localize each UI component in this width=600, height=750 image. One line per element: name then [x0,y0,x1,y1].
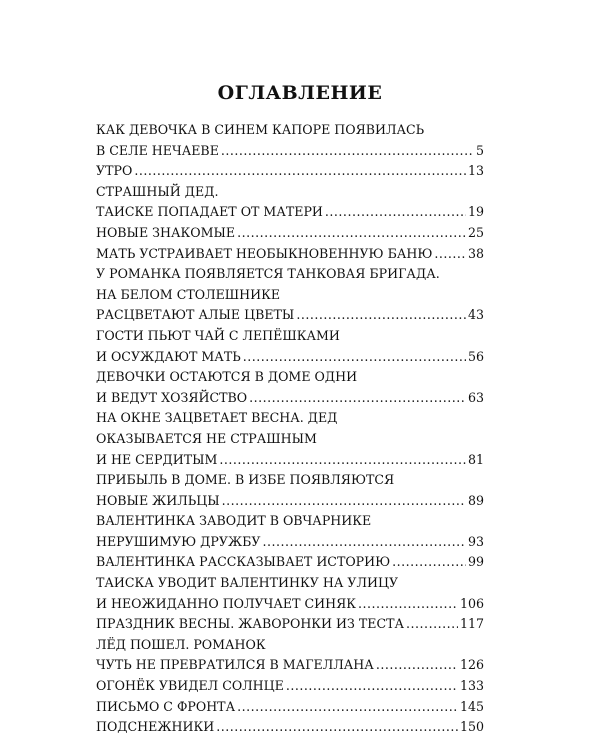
toc-entry-continued [96,470,484,491]
toc-page-number: 5 [475,142,484,158]
table-of-contents [96,120,484,738]
toc-entry-title: ВАЛЕНТИНКА ЗАВОДИТ В ОВЧАРНИКЕ [96,513,372,529]
dot-leader [216,717,458,738]
toc-page-number: 81 [467,451,484,467]
toc-entry [96,655,484,676]
toc-entry-continued [96,264,484,285]
toc-entry-title: МАТЬ УСТРАИВАЕТ НЕОБЫКНОВЕННУЮ БАНЮ [96,245,433,261]
toc-entry [96,347,484,368]
toc-entry-continued [96,285,484,306]
dot-leader [406,614,458,635]
toc-entry-title: РАСЦВЕТАЮТ АЛЫЕ ЦВЕТЫ [96,307,295,323]
dot-leader [243,347,466,368]
dot-leader [221,141,474,162]
toc-page-number: 56 [467,348,484,364]
toc-page-number: 13 [467,163,484,179]
toc-entry-title: КАК ДЕВОЧКА В СИНЕМ КАПОРЕ ПОЯВИЛАСЬ [96,122,425,137]
toc-entry [96,552,484,573]
dot-leader [222,491,466,512]
dot-leader [358,594,458,615]
dot-leader [325,202,466,223]
dot-leader [249,388,466,409]
dot-leader [237,223,466,244]
toc-entry [96,161,484,182]
toc-entry-title: И ВЕДУТ ХОЗЯЙСТВО [96,389,248,405]
toc-page-number: 99 [467,554,484,570]
toc-entry-title: НЕРУШИМУЮ ДРУЖБУ [96,533,261,549]
toc-page-number: 93 [467,533,484,549]
toc-entry-title: НОВЫЕ ЖИЛЬЦЫ [96,492,220,508]
toc-entry-continued [96,182,484,203]
dot-leader [434,244,466,265]
toc-entry [96,697,484,718]
toc-page-number: 25 [467,224,484,240]
toc-entry-title: НА БЕЛОМ СТОЛЕШНИКЕ [96,286,281,302]
toc-entry-title: ТАИСКЕ ПОПАДАЕТ ОТ МАТЕРИ [96,204,323,220]
toc-entry-continued [96,429,484,450]
toc-entry-title: И НЕ СЕРДИТЫМ [96,451,218,467]
toc-page-number: 63 [467,389,484,405]
toc-page-number: 106 [459,595,484,611]
toc-entry-title: ВАЛЕНТИНКА РАССКАЗЫВАЕТ ИСТОРИЮ [96,554,391,570]
toc-entry-title: ГОСТИ ПЬЮТ ЧАЙ С ЛЕПЁШКАМИ [96,327,340,343]
toc-page-number: 126 [459,657,484,673]
dot-leader [219,450,466,471]
toc-entry [96,717,484,738]
dot-leader [392,552,466,573]
dot-leader [376,655,458,676]
page-title: ОГЛАВЛЕНИЕ [217,82,383,104]
toc-entry-continued [96,120,484,141]
toc-entry [96,614,484,635]
toc-entry-continued [96,326,484,347]
toc-page-number: 117 [459,616,484,632]
dot-leader [134,161,466,182]
toc-entry-title: НА ОКНЕ ЗАЦВЕТАЕТ ВЕСНА. ДЕД [96,410,338,426]
toc-entry-continued [96,635,484,656]
toc-entry-title: У РОМАНКА ПОЯВЛЯЕТСЯ ТАНКОВАЯ БРИГАДА. [96,266,440,282]
toc-entry-title: И ОСУЖДАЮТ МАТЬ [96,348,241,364]
toc-entry-continued [96,511,484,532]
toc-page-number: 19 [467,204,484,220]
toc-entry [96,223,484,244]
toc-entry-title: ЛЁД ПОШЕЛ. РОМАНОК [96,636,266,652]
toc-entry-continued [96,367,484,388]
toc-entry [96,388,484,409]
toc-entry-title: ОКАЗЫВАЕТСЯ НЕ СТРАШНЫМ [96,430,317,446]
toc-entry-title: ПРИБЫЛЬ В ДОМЕ. В ИЗБЕ ПОЯВЛЯЮТСЯ [96,472,395,488]
toc-entry [96,450,484,471]
dot-leader [262,532,466,553]
toc-page-number: 150 [459,719,484,735]
toc-entry [96,202,484,223]
toc-entry-title: ПРАЗДНИК ВЕСНЫ. ЖАВОРОНКИ ИЗ ТЕСТА [96,616,405,632]
toc-entry-continued [96,408,484,429]
toc-entry-title: ПИСЬМО С ФРОНТА [96,698,236,714]
toc-page-number: 145 [459,698,484,714]
toc-entry-title: И НЕОЖИДАННО ПОЛУЧАЕТ СИНЯК [96,595,356,611]
toc-entry-title: НОВЫЕ ЗНАКОМЫЕ [96,224,236,240]
toc-entry-continued [96,573,484,594]
toc-page-number: 133 [459,678,484,694]
toc-entry [96,305,484,326]
toc-entry-title: УТРО [96,163,133,179]
toc-entry-title: В СЕЛЕ НЕЧАЕВЕ [96,142,219,158]
toc-page-number: 89 [467,492,484,508]
toc-entry-title: ТАИСКА УВОДИТ ВАЛЕНТИНКУ НА УЛИЦУ [96,575,399,591]
dot-leader [296,305,466,326]
toc-page-number: 38 [467,245,484,261]
dot-leader [286,676,458,697]
toc-entry [96,532,484,553]
toc-entry-title: ЧУТЬ НЕ ПРЕВРАТИЛСЯ В МАГЕЛЛАНА [96,657,374,673]
toc-entry [96,244,484,265]
toc-entry [96,676,484,697]
toc-entry [96,594,484,615]
dot-leader [237,697,458,718]
toc-entry-title: ОГОНЁК УВИДЕЛ СОЛНЦЕ [96,678,284,694]
toc-page-number: 43 [467,307,484,323]
toc-entry-title: ДЕВОЧКИ ОСТАЮТСЯ В ДОМЕ ОДНИ [96,369,358,385]
toc-entry-title: ПОДСНЕЖНИКИ [96,719,215,735]
toc-entry [96,141,484,162]
toc-entry [96,491,484,512]
toc-entry-title: СТРАШНЫЙ ДЕД. [96,183,219,199]
